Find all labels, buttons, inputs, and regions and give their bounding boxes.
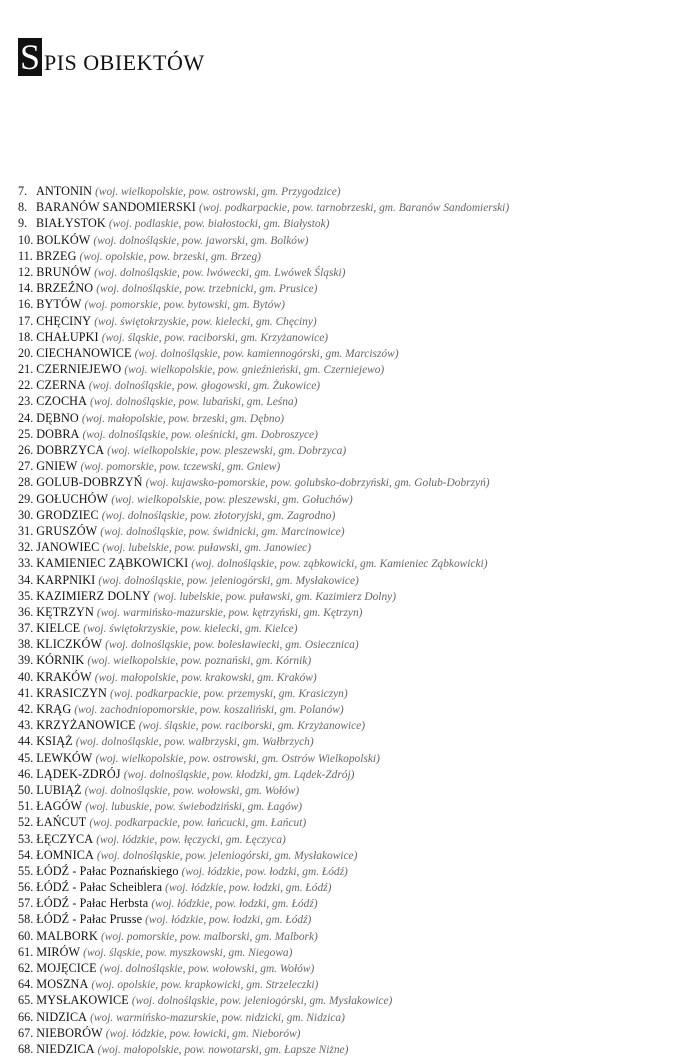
entry-number: 7. bbox=[18, 184, 28, 198]
entry-name: ŁOMNICA bbox=[36, 847, 94, 862]
entry-name: KIELCE bbox=[36, 621, 81, 636]
entry-location: (woj. podkarpackie, pow. łańcucki, gm. Łańcut) bbox=[89, 817, 307, 830]
entry-name: ŁÓDŹ - Pałac Herbsta bbox=[36, 896, 149, 911]
entry-number: 10. bbox=[18, 232, 34, 247]
entry-number: 23. bbox=[18, 394, 34, 409]
entry-name: BIAŁYSTOK bbox=[36, 216, 106, 231]
entry-location: (woj. dolnośląskie, pow. świdnicki, gm. Marcinowice) bbox=[100, 525, 345, 538]
list-item bbox=[18, 345, 673, 361]
entry-number: 41. bbox=[18, 685, 34, 700]
entry-number: 53. bbox=[18, 831, 34, 846]
list-item bbox=[18, 798, 673, 814]
entry-number: 68. bbox=[18, 1041, 34, 1056]
entry-location: (woj. podkarpackie, pow. przemyski, gm. Krasiczyn) bbox=[109, 687, 348, 700]
list-item bbox=[18, 620, 673, 636]
entry-name: DOBRZYCA bbox=[36, 443, 105, 457]
entry-name: ANTONIN bbox=[36, 184, 93, 198]
entry-location: (woj. śląskie, pow. raciborski, gm. Krzyżanowice) bbox=[101, 331, 329, 344]
entry-name: BRUNÓW bbox=[36, 264, 92, 279]
title-initial: S bbox=[19, 37, 41, 77]
entry-location: (woj. dolnośląskie, pow. jeleniogórski, gm. Mysłakowice) bbox=[98, 574, 359, 587]
entry-name: KRAKÓW bbox=[36, 669, 92, 684]
list-item bbox=[18, 442, 673, 458]
entry-location: (woj. dolnośląskie, pow. kłodzki, gm. Lądek-Zdrój) bbox=[123, 768, 355, 781]
entry-number: 35. bbox=[18, 588, 34, 603]
list-item bbox=[18, 944, 673, 960]
entry-name: GRUSZÓW bbox=[36, 523, 98, 538]
entry-location: (woj. wielkopolskie, pow. pleszewski, gm. Gołuchów) bbox=[111, 493, 353, 506]
entry-number: 58. bbox=[18, 912, 34, 927]
entry-name: KAZIMIERZ DOLNY bbox=[36, 588, 151, 603]
entry-location: (woj. dolnośląskie, pow. lubański, gm. Leśna) bbox=[90, 396, 298, 409]
entry-number: 24. bbox=[18, 410, 34, 425]
entry-location: (woj. dolnośląskie, pow. jeleniogórski, gm. Mysłakowice) bbox=[131, 995, 393, 1008]
list-item bbox=[18, 377, 673, 393]
list-item bbox=[18, 410, 673, 426]
entry-number: 55. bbox=[18, 863, 34, 878]
list-item bbox=[18, 474, 673, 490]
entry-name: LĄDEK-ZDRÓJ bbox=[36, 766, 121, 781]
entry-name: DOBRA bbox=[36, 426, 80, 441]
entry-number: 57. bbox=[18, 896, 34, 911]
entry-number: 8. bbox=[18, 200, 28, 215]
entry-location: (woj. dolnośląskie, pow. trzebnicki, gm. Prusice) bbox=[96, 283, 318, 296]
entry-name: ŁÓDŹ - Pałac Prusse bbox=[36, 912, 143, 927]
entry-location: (woj. warmińsko-mazurskie, pow. nidzicki, gm. Nidzica) bbox=[90, 1011, 345, 1024]
entry-location: (woj. lubuskie, pow. świebodziński, gm. Łagów) bbox=[85, 801, 303, 814]
entry-number: 44. bbox=[18, 734, 34, 749]
entry-location: (woj. wielkopolskie, pow. poznański, gm. Kórnik) bbox=[87, 655, 312, 668]
entry-location: (woj. dolnośląskie, pow. głogowski, gm. Żukowice) bbox=[88, 380, 321, 393]
list-item bbox=[18, 280, 673, 296]
entry-number: 46. bbox=[18, 766, 34, 781]
entry-location: (woj. zachodniopomorskie, pow. koszaliński, gm. Polanów) bbox=[74, 704, 344, 716]
entry-name: MIRÓW bbox=[36, 944, 81, 959]
entry-name: CHAŁUPKI bbox=[36, 329, 99, 344]
list-item bbox=[18, 588, 673, 604]
entry-number: 28. bbox=[18, 475, 34, 490]
list-item bbox=[18, 717, 673, 733]
list-item bbox=[18, 685, 673, 701]
list-item bbox=[18, 248, 673, 264]
entry-number: 30. bbox=[18, 507, 34, 522]
entry-name: ŁAŃCUT bbox=[36, 815, 87, 830]
entry-location: (woj. dolnośląskie, pow. wołowski, gm. Wołów) bbox=[99, 963, 315, 975]
list-item bbox=[18, 669, 673, 685]
list-item bbox=[18, 976, 673, 992]
entry-number: 31. bbox=[18, 523, 34, 538]
entry-number: 38. bbox=[18, 637, 34, 652]
entry-name: LEWKÓW bbox=[36, 750, 93, 765]
entry-location: (woj. opolskie, pow. krapkowicki, gm. Strzeleczki) bbox=[91, 979, 319, 992]
entry-location: (woj. opolskie, pow. brzeski, gm. Brzeg) bbox=[79, 250, 261, 263]
entry-number: 56. bbox=[18, 880, 34, 895]
list-item bbox=[18, 572, 673, 588]
list-item bbox=[18, 766, 673, 782]
entry-name: ŁÓDŹ - Pałac Scheiblera bbox=[36, 880, 163, 895]
list-item bbox=[18, 863, 673, 879]
entry-location: (woj. dolnośląskie, pow. oleśnicki, gm. Dobroszyce) bbox=[82, 428, 318, 441]
entry-location: (woj. lubelskie, pow. puławski, gm. Kazimierz Dolny) bbox=[153, 590, 397, 603]
entry-location: (woj. wielkopolskie, pow. ostrowski, gm. Przygodzice) bbox=[95, 186, 341, 198]
entry-name: KRASICZYN bbox=[36, 685, 107, 700]
entry-number: 12. bbox=[18, 264, 34, 279]
entry-name: BRZEG bbox=[36, 248, 77, 263]
entry-name: NIEBORÓW bbox=[36, 1025, 103, 1040]
list-item bbox=[18, 701, 673, 717]
entry-location: (woj. wielkopolskie, pow. ostrowski, gm. Ostrów Wielkopolski) bbox=[95, 752, 380, 765]
entry-number: 33. bbox=[18, 556, 34, 571]
list-item bbox=[18, 782, 673, 798]
entry-number: 27. bbox=[18, 459, 34, 474]
entry-number: 50. bbox=[18, 782, 34, 797]
entry-location: (woj. łódzkie, pow. łęczycki, gm. Łęczyca) bbox=[96, 833, 286, 846]
entry-location: (woj. podlaskie, pow. białostocki, gm. Białystok) bbox=[108, 218, 330, 231]
list-item bbox=[18, 507, 673, 523]
entry-number: 64. bbox=[18, 977, 34, 992]
entry-name: JANOWIEC bbox=[36, 540, 100, 555]
entry-name: KAMIENIEC ZĄBKOWICKI bbox=[36, 556, 189, 571]
list-item bbox=[18, 313, 673, 329]
entry-name: KRĄG bbox=[36, 702, 72, 716]
entry-name: BRZEŹNO bbox=[36, 281, 94, 296]
entry-name: BARANÓW SANDOMIERSKI bbox=[36, 200, 196, 215]
list-item bbox=[18, 1041, 673, 1057]
list-item bbox=[18, 1009, 673, 1025]
entry-name: ŁĘCZYCA bbox=[36, 831, 94, 846]
list-item bbox=[18, 879, 673, 895]
entry-number: 42. bbox=[18, 702, 34, 716]
list-item bbox=[18, 199, 673, 215]
entry-name: KARPNIKI bbox=[36, 572, 96, 587]
list-item bbox=[18, 733, 673, 749]
entry-location: (woj. łódzkie, pow. łodzki, gm. Łódź) bbox=[145, 914, 312, 927]
entry-name: KSIĄŻ bbox=[36, 734, 73, 749]
list-item bbox=[18, 329, 673, 345]
list-item bbox=[18, 928, 673, 944]
entry-name: BYTÓW bbox=[36, 297, 82, 312]
entry-name: KÓRNIK bbox=[36, 653, 85, 668]
entry-name: GNIEW bbox=[36, 459, 78, 474]
object-list bbox=[18, 183, 673, 1057]
list-item bbox=[18, 491, 673, 507]
entry-number: 11. bbox=[18, 248, 33, 263]
entry-number: 25. bbox=[18, 426, 34, 441]
entry-location: (woj. dolnośląskie, pow. jaworski, gm. Bolków) bbox=[93, 234, 309, 247]
entry-number: 26. bbox=[18, 443, 34, 457]
entry-location: (woj. dolnośląskie, pow. bolesławiecki, gm. Osiecznica) bbox=[105, 639, 359, 652]
entry-location: (woj. lubelskie, pow. puławski, gm. Janowiec) bbox=[102, 542, 312, 555]
list-item bbox=[18, 523, 673, 539]
list-item bbox=[18, 393, 673, 409]
entry-location: (woj. pomorskie, pow. tczewski, gm. Gniew) bbox=[80, 461, 281, 474]
entry-location: (woj. pomorskie, pow. malborski, gm. Malbork) bbox=[100, 930, 318, 943]
list-item bbox=[18, 232, 673, 248]
list-item bbox=[18, 458, 673, 474]
entry-location: (woj. dolnośląskie, pow. wałbrzyski, gm. Wałbrzych) bbox=[75, 736, 314, 749]
entry-name: MYSŁAKOWICE bbox=[36, 993, 129, 1008]
entry-location: (woj. podkarpackie, pow. tarnobrzeski, gm. Baranów Sandomierski) bbox=[198, 202, 510, 215]
entry-number: 14. bbox=[18, 281, 34, 296]
entry-number: 37. bbox=[18, 621, 34, 636]
entry-name: GRODZIEC bbox=[36, 507, 99, 522]
entry-number: 9. bbox=[18, 216, 28, 231]
list-item bbox=[18, 895, 673, 911]
entry-location: (woj. dolnośląskie, pow. kamiennogórski, gm. Marciszów) bbox=[134, 347, 399, 360]
entry-location: (woj. małopolskie, pow. brzeski, gm. Dębno) bbox=[81, 412, 285, 425]
entry-name: CZERNIEJEWO bbox=[36, 362, 122, 377]
entry-name: NIEDZICA bbox=[36, 1041, 95, 1056]
entry-number: 29. bbox=[18, 491, 34, 506]
entry-number: 39. bbox=[18, 653, 34, 668]
list-item bbox=[18, 750, 673, 766]
list-item bbox=[18, 426, 673, 442]
list-item bbox=[18, 1025, 673, 1041]
list-item bbox=[18, 555, 673, 571]
entry-location: (woj. śląskie, pow. myszkowski, gm. Niegowa) bbox=[83, 946, 293, 959]
entry-name: LUBIĄŻ bbox=[36, 782, 82, 797]
entry-number: 34. bbox=[18, 572, 34, 587]
list-item bbox=[18, 831, 673, 847]
entry-location: (woj. łódzkie, pow. łodzki, gm. Łódź) bbox=[181, 865, 348, 878]
entry-location: (woj. łódzkie, pow. łowicki, gm. Nieborów) bbox=[105, 1027, 301, 1040]
entry-number: 20. bbox=[18, 345, 34, 360]
list-item bbox=[18, 296, 673, 312]
entry-name: CZERNA bbox=[36, 378, 86, 393]
entry-number: 62. bbox=[18, 961, 34, 975]
list-item bbox=[18, 361, 673, 377]
entry-location: (woj. wielkopolskie, pow. pleszewski, gm. Dobrzyca) bbox=[107, 445, 347, 457]
entry-number: 36. bbox=[18, 604, 34, 619]
entry-location: (woj. dolnośląskie, pow. jeleniogórski, gm. Mysłakowice) bbox=[96, 849, 358, 862]
entry-number: 66. bbox=[18, 1009, 34, 1024]
entry-name: DĘBNO bbox=[36, 410, 79, 425]
entry-number: 65. bbox=[18, 993, 34, 1008]
entry-name: ŁAGÓW bbox=[36, 799, 83, 814]
entry-number: 67. bbox=[18, 1025, 34, 1040]
entry-number: 16. bbox=[18, 297, 34, 312]
entry-number: 32. bbox=[18, 540, 34, 555]
list-item bbox=[18, 604, 673, 620]
entry-location: (woj. dolnośląskie, pow. lwówecki, gm. Lwówek Śląski) bbox=[94, 266, 346, 279]
entry-location: (woj. śląskie, pow. raciborski, gm. Krzyżanowice) bbox=[138, 720, 366, 733]
entry-location: (woj. warmińsko-mazurskie, pow. kętrzyński, gm. Kętrzyn) bbox=[96, 606, 363, 619]
entry-location: (woj. dolnośląskie, pow. ząbkowicki, gm. Kamieniec Ząbkowicki) bbox=[191, 558, 488, 571]
list-item bbox=[18, 264, 673, 280]
entry-location: (woj. wielkopolskie, pow. gnieźnieński, gm. Czerniejewo) bbox=[124, 364, 385, 377]
entry-number: 54. bbox=[18, 847, 34, 862]
list-item bbox=[18, 911, 673, 927]
list-item bbox=[18, 215, 673, 231]
entry-location: (woj. dolnośląskie, pow. wołowski, gm. Wołów) bbox=[84, 784, 300, 797]
entry-location: (woj. świętokrzyskie, pow. kielecki, gm. Kielce) bbox=[83, 623, 298, 636]
entry-name: BOLKÓW bbox=[36, 232, 91, 247]
entry-number: 60. bbox=[18, 928, 34, 943]
entry-location: (woj. dolnośląskie, pow. złotoryjski, gm. Zagrodno) bbox=[101, 509, 336, 522]
entry-location: (woj. świętokrzyskie, pow. kielecki, gm. Chęciny) bbox=[94, 315, 317, 328]
list-item bbox=[18, 539, 673, 555]
entry-name: CHĘCINY bbox=[36, 313, 92, 328]
title-text: PIS OBIEKTÓW bbox=[44, 50, 205, 75]
entry-number: 61. bbox=[18, 944, 34, 959]
entry-location: (woj. kujawsko-pomorskie, pow. golubsko-dobrzyński, gm. Golub-Dobrzyń) bbox=[145, 477, 490, 490]
entry-name: NIDZICA bbox=[36, 1009, 88, 1024]
entry-number: 22. bbox=[18, 378, 34, 393]
entry-name: KRZYŻANOWICE bbox=[36, 718, 136, 733]
entry-name: MOJĘCICE bbox=[36, 961, 97, 975]
entry-name: KĘTRZYN bbox=[36, 604, 94, 619]
list-item bbox=[18, 183, 673, 199]
entry-name: GOŁUCHÓW bbox=[36, 491, 109, 506]
list-item bbox=[18, 847, 673, 863]
entry-number: 18. bbox=[18, 329, 34, 344]
entry-location: (woj. małopolskie, pow. krakowski, gm. Kraków) bbox=[94, 671, 317, 684]
entry-name: KLICZKÓW bbox=[36, 637, 103, 652]
entry-location: (woj. małopolskie, pow. nowotarski, gm. Łapsze Niżne) bbox=[97, 1043, 349, 1056]
entry-number: 43. bbox=[18, 718, 34, 733]
entry-number: 17. bbox=[18, 313, 34, 328]
entry-name: CIECHANOWICE bbox=[36, 345, 132, 360]
entry-location: (woj. łódzkie, pow. łodzki, gm. Łódź) bbox=[165, 882, 332, 895]
list-item bbox=[18, 814, 673, 830]
entry-name: CZOCHA bbox=[36, 394, 87, 409]
entry-number: 21. bbox=[18, 362, 34, 377]
entry-number: 52. bbox=[18, 815, 34, 830]
entry-name: ŁÓDŹ - Pałac Poznańskiego bbox=[36, 863, 179, 878]
entry-location: (woj. pomorskie, pow. bytowski, gm. Bytów) bbox=[84, 299, 285, 312]
entry-number: 40. bbox=[18, 669, 34, 684]
entry-location: (woj. łódzkie, pow. łodzki, gm. Łódź) bbox=[151, 898, 318, 911]
list-item bbox=[18, 960, 673, 976]
entry-number: 51. bbox=[18, 799, 34, 814]
list-item bbox=[18, 652, 673, 668]
entry-name: GOLUB-DOBRZYŃ bbox=[36, 475, 143, 490]
entry-number: 45. bbox=[18, 750, 34, 765]
list-item bbox=[18, 992, 673, 1008]
entry-name: MOSZNA bbox=[36, 977, 89, 992]
list-item bbox=[18, 636, 673, 652]
entry-name: MALBORK bbox=[36, 928, 98, 943]
page-title bbox=[18, 38, 205, 76]
